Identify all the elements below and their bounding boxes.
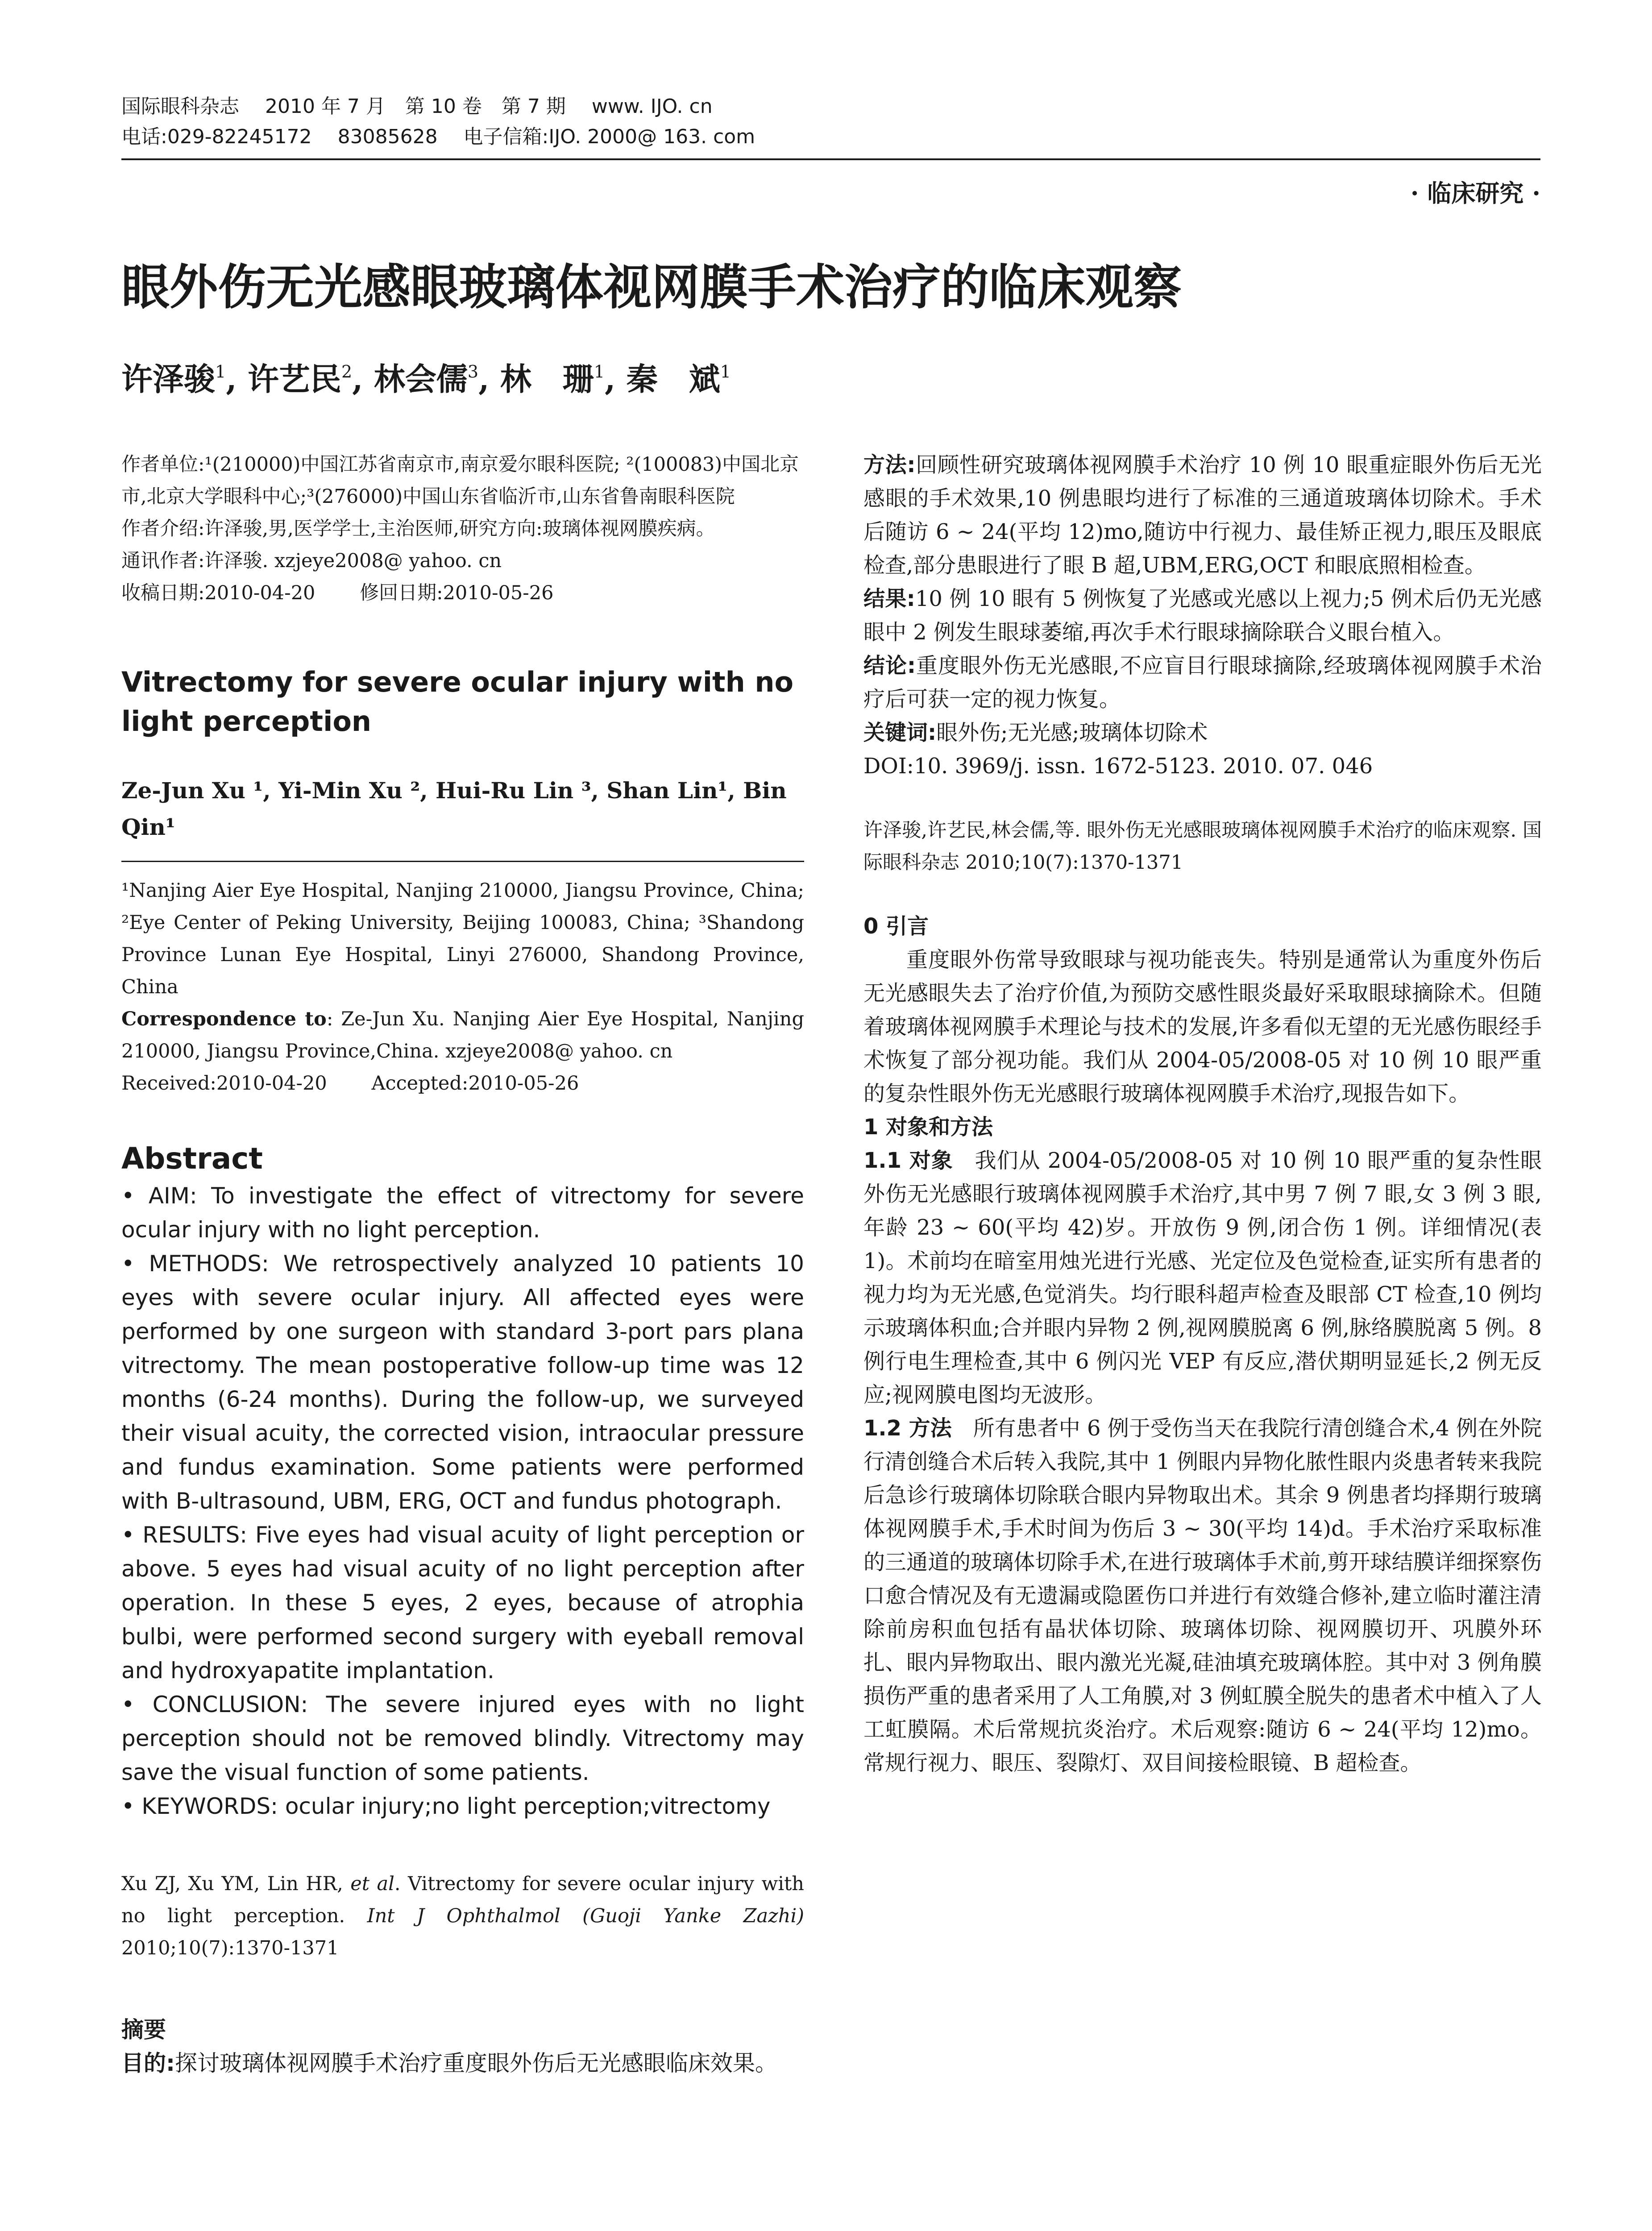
section-1-title: 1 对象和方法 bbox=[863, 1115, 993, 1140]
author-name: 林会儒 bbox=[374, 361, 468, 398]
abstract-cn-keywords-label: 关键词: bbox=[863, 720, 937, 745]
author-name: 秦 斌 bbox=[626, 361, 720, 398]
journal-header bbox=[121, 91, 1540, 152]
correspondence-en bbox=[121, 1003, 804, 1067]
citation-cn: 许泽骏,许艺民,林会儒,等. 眼外伤无光感眼玻璃体视网膜手术治疗的临床观察. 国际眼科杂志 2010;10(7):1370-1371 bbox=[863, 819, 1542, 874]
author-separator: , bbox=[226, 361, 237, 398]
received-dates: 收稿日期:2010-04-20 修回日期:2010-05-26 bbox=[121, 582, 554, 604]
citation-en-journal: Int J Ophthalmol (Guoji Yanke Zazhi) bbox=[367, 1905, 804, 1927]
author-name: 林 珊 bbox=[500, 361, 594, 398]
abstract-cn-methods bbox=[863, 448, 1542, 582]
body-text bbox=[863, 910, 1542, 1780]
citation-en-text: . Vitrectomy for severe ocular injury with no light perception. bbox=[121, 1873, 804, 1927]
abstract-cn-results-label: 结果: bbox=[863, 586, 915, 611]
section-label: · 临床研究 · bbox=[1410, 179, 1540, 207]
author-intro: 作者介绍:许泽骏,男,医学学士,主治医师,研究方向:玻璃体视网膜疾病。 bbox=[121, 518, 715, 540]
abstract-cn-conclusion-text: 重度眼外伤无光感眼,不应盲目行眼球摘除,经玻璃体视网膜手术治疗后可获一定的视力恢复。 bbox=[863, 653, 1542, 712]
abstract-cn-continued bbox=[863, 448, 1542, 783]
journal-header-line2: 电话:029-82245172 83085628 电子信箱:IJO. 2000@ 163. com bbox=[121, 125, 755, 148]
author-affiliation-mark: 1 bbox=[594, 362, 605, 382]
journal-header-line1: 国际眼科杂志 2010 年 7 月 第 10 卷 第 7 期 www. IJO. cn bbox=[121, 95, 713, 118]
citation-en-authors: Xu ZJ, Xu YM, Lin HR, bbox=[121, 1873, 351, 1895]
correspondence-en-label: Correspondence to bbox=[121, 1008, 327, 1030]
header-rule bbox=[121, 158, 1540, 160]
author-affiliation-mark: 1 bbox=[215, 362, 226, 382]
citation-en-etal: et al bbox=[350, 1873, 394, 1895]
article-title-en: Vitrectomy for severe ocular injury with no light perception bbox=[121, 666, 794, 738]
author-separator: , bbox=[478, 361, 490, 398]
authors-cn bbox=[121, 357, 731, 402]
abstract-cn-conclusion-label: 结论: bbox=[863, 653, 916, 678]
article-title-cn: 眼外伤无光感眼玻璃体视网膜手术治疗的临床观察 bbox=[121, 260, 1182, 315]
section-1-2 bbox=[863, 1412, 1542, 1780]
abstract-en-body bbox=[121, 1179, 804, 1823]
author-separator: , bbox=[352, 361, 363, 398]
dates-en: Received:2010-04-20 Accepted:2010-05-26 bbox=[121, 1072, 579, 1095]
author-affiliation-mark: 2 bbox=[341, 362, 353, 382]
abstract-cn-aim bbox=[121, 2046, 804, 2080]
abstract-en-heading: Abstract bbox=[121, 1141, 263, 1176]
abstract-en-methods: • METHODS: We retrospectively analyzed 10 patients 10 eyes with severe ocular injury. All affected eyes were performed by one surgeon with standard 3-port pars plana vitrectomy. The mean postoperative follow-up time was 12 months (6-24 months). During the follow-up, we surveyed their visual acuity, the corrected vision, intraocular pressure and fundus examination. Some patients were performed with B-ultrasound, UBM, ERG, OCT and fundus photograph. bbox=[121, 1251, 804, 1514]
section-1-1-label: 1.1 对象 bbox=[863, 1148, 953, 1173]
abstract-en-keywords: • KEYWORDS: ocular injury;no light perception;vitrectomy bbox=[121, 1793, 771, 1819]
correspondence-en-text: : Ze-Jun Xu. Nanjing Aier Eye Hospital, Nanjing 210000, Jiangsu Province,China. xzjeye2008@ yahoo. cn bbox=[121, 1008, 804, 1062]
author-name: 许泽骏 bbox=[121, 361, 215, 398]
abstract-cn-aim-label: 目的: bbox=[121, 2050, 175, 2076]
abstract-en-results: • RESULTS: Five eyes had visual acuity of light perception or above. 5 eyes had visual acuity of no light perception after operation. In these 5 eyes, 2 eyes, because of atrophia bulbi, were performed second surgery with eyeball removal and hydroxyapatite implantation. bbox=[121, 1522, 804, 1684]
abstract-cn-doi: DOI:10. 3969/j. issn. 1672-5123. 2010. 07. 046 bbox=[863, 754, 1373, 779]
author-units: 作者单位:¹(210000)中国江苏省南京市,南京爱尔眼科医院; ²(100083)中国北京市,北京大学眼科中心;³(276000)中国山东省临沂市,山东省鲁南眼科医院 bbox=[121, 453, 799, 508]
affiliations-en-text: ¹Nanjing Aier Eye Hospital, Nanjing 210000, Jiangsu Province, China; ²Eye Center of Peking University, Beijing 100083, China; ³Shandong Province Lunan Eye Hospital, Linyi 276000, Shandong Province, China bbox=[121, 879, 804, 998]
abstract-en-aim: • AIM: To investigate the effect of vitrectomy for severe ocular injury with no light perception. bbox=[121, 1183, 804, 1243]
section-1-1 bbox=[863, 1144, 1542, 1412]
abstract-cn-methods-label: 方法: bbox=[863, 452, 916, 477]
abstract-cn-methods-text: 回顾性研究玻璃体视网膜手术治疗 10 例 10 眼重症眼外伤后无光感眼的手术效果,10 例患眼均进行了标准的三通道玻璃体切除术。手术后随访 6 ~ 24(平均 12)mo,随访中行视力、最佳矫正视力,眼压及眼底检查,部分患眼进行了眼 B 超,UBM,ERG,OCT 和眼底照相检查。 bbox=[863, 452, 1542, 578]
authors-en: Ze-Jun Xu ¹, Yi-Min Xu ², Hui-Ru Lin ³, Shan Lin¹, Bin Qin¹ bbox=[121, 777, 787, 840]
corresponding-author: 通讯作者:许泽骏. xzjeye2008@ yahoo. cn bbox=[121, 550, 502, 572]
abstract-cn-heading: 摘要 bbox=[121, 2017, 166, 2043]
abstract-cn-results-text: 10 例 10 眼有 5 例恢复了光感或光感以上视力;5 例术后仍无光感眼中 2 例发生眼球萎缩,再次手术行眼球摘除联合义眼台植入。 bbox=[863, 586, 1542, 645]
author-info bbox=[121, 448, 804, 609]
abstract-en-conclusion: • CONCLUSION: The severe injured eyes with no light perception should not be removed blindly. Vitrectomy may save the visual function of some patients. bbox=[121, 1692, 804, 1785]
abstract-cn-conclusion bbox=[863, 649, 1542, 716]
abstract-cn-keywords-text: 眼外伤;无光感;玻璃体切除术 bbox=[936, 720, 1208, 745]
author-name: 许艺民 bbox=[247, 361, 341, 398]
author-affiliation-mark: 1 bbox=[720, 362, 731, 382]
right-column bbox=[863, 448, 1542, 1780]
section-1-2-label: 1.2 方法 bbox=[863, 1416, 952, 1441]
section-0-paragraph: 重度眼外伤常导致眼球与视功能丧失。特别是通常认为重度外伤后无光感眼失去了治疗价值,为预防交感性眼炎最好采取眼球摘除术。但随着玻璃体视网膜手术理论与技术的发展,许多看似无望的无光感伤眼经手术恢复了部分视功能。我们从 2004-05/2008-05 对 10 例 10 眼严重的复杂性眼外伤无光感眼行玻璃体视网膜手术治疗,现报告如下。 bbox=[863, 947, 1542, 1106]
section-1-1-text: 我们从 2004-05/2008-05 对 10 例 10 眼严重的复杂性眼外伤无光感眼行玻璃体视网膜手术治疗,其中男 7 例 7 眼,女 3 例 3 眼,年龄 23 ~ 60(平均 42)岁。开放伤 9 例,闭合伤 1 例。详细情况(表 1)。术前均在暗室用烛光进行光感、光定位及色觉检查,证实所有患者的视力均为无光感,色觉消失。均行眼科超声检查及眼部 CT 检查,10 例均示玻璃体积血;合并眼内异物 2 例,视网膜脱离 6 例,脉络膜脱离 5 例。8 例行电生理检查,其中 6 例闪光 VEP 有反应,潜伏期明显延长,2 例无反应;视网膜电图均无波形。 bbox=[863, 1148, 1542, 1407]
left-column bbox=[121, 448, 804, 2080]
abstract-cn-aim-text: 探讨玻璃体视网膜手术治疗重度眼外伤后无光感眼临床效果。 bbox=[175, 2050, 777, 2076]
citation-en-ref: 2010;10(7):1370-1371 bbox=[121, 1937, 339, 1959]
author-affiliation-mark: 3 bbox=[467, 362, 479, 382]
section-1-2-text: 所有患者中 6 例于受伤当天在我院行清创缝合术,4 例在外院行清创缝合术后转入我院,其中 1 例眼内异物化脓性眼内炎患者转来我院后急诊行玻璃体切除联合眼内异物取出术。其余 9 例患者均择期行玻璃体视网膜手术,手术时间为伤后 3 ~ 30(平均 14)d。手术治疗采取标准的三通道的玻璃体切除手术,在进行玻璃体手术前,剪开球结膜详细探察伤口愈合情况及有无遗漏或隐匿伤口并进行有效缝合修补,建立临时灌注清除前房积血包括有晶状体切除、玻璃体切除、视网膜切开、巩膜外环扎、眼内异物取出、眼内激光光凝,硅油填充玻璃体腔。其中对 3 例角膜损伤严重的患者采用了人工角膜,对 3 例虹膜全脱失的患者术中植入了人工虹膜隔。术后常规抗炎治疗。术后观察:随访 6 ~ 24(平均 12)mo。常规行视力、眼压、裂隙灯、双目间接检眼镜、B 超检查。 bbox=[863, 1416, 1542, 1775]
section-0-title: 0 引言 bbox=[863, 914, 929, 939]
affiliations-en bbox=[121, 875, 804, 1099]
citation-en bbox=[121, 1868, 804, 1964]
author-separator: , bbox=[605, 361, 616, 398]
abstract-cn-results bbox=[863, 582, 1542, 649]
abstract-cn-keywords bbox=[863, 716, 1542, 750]
